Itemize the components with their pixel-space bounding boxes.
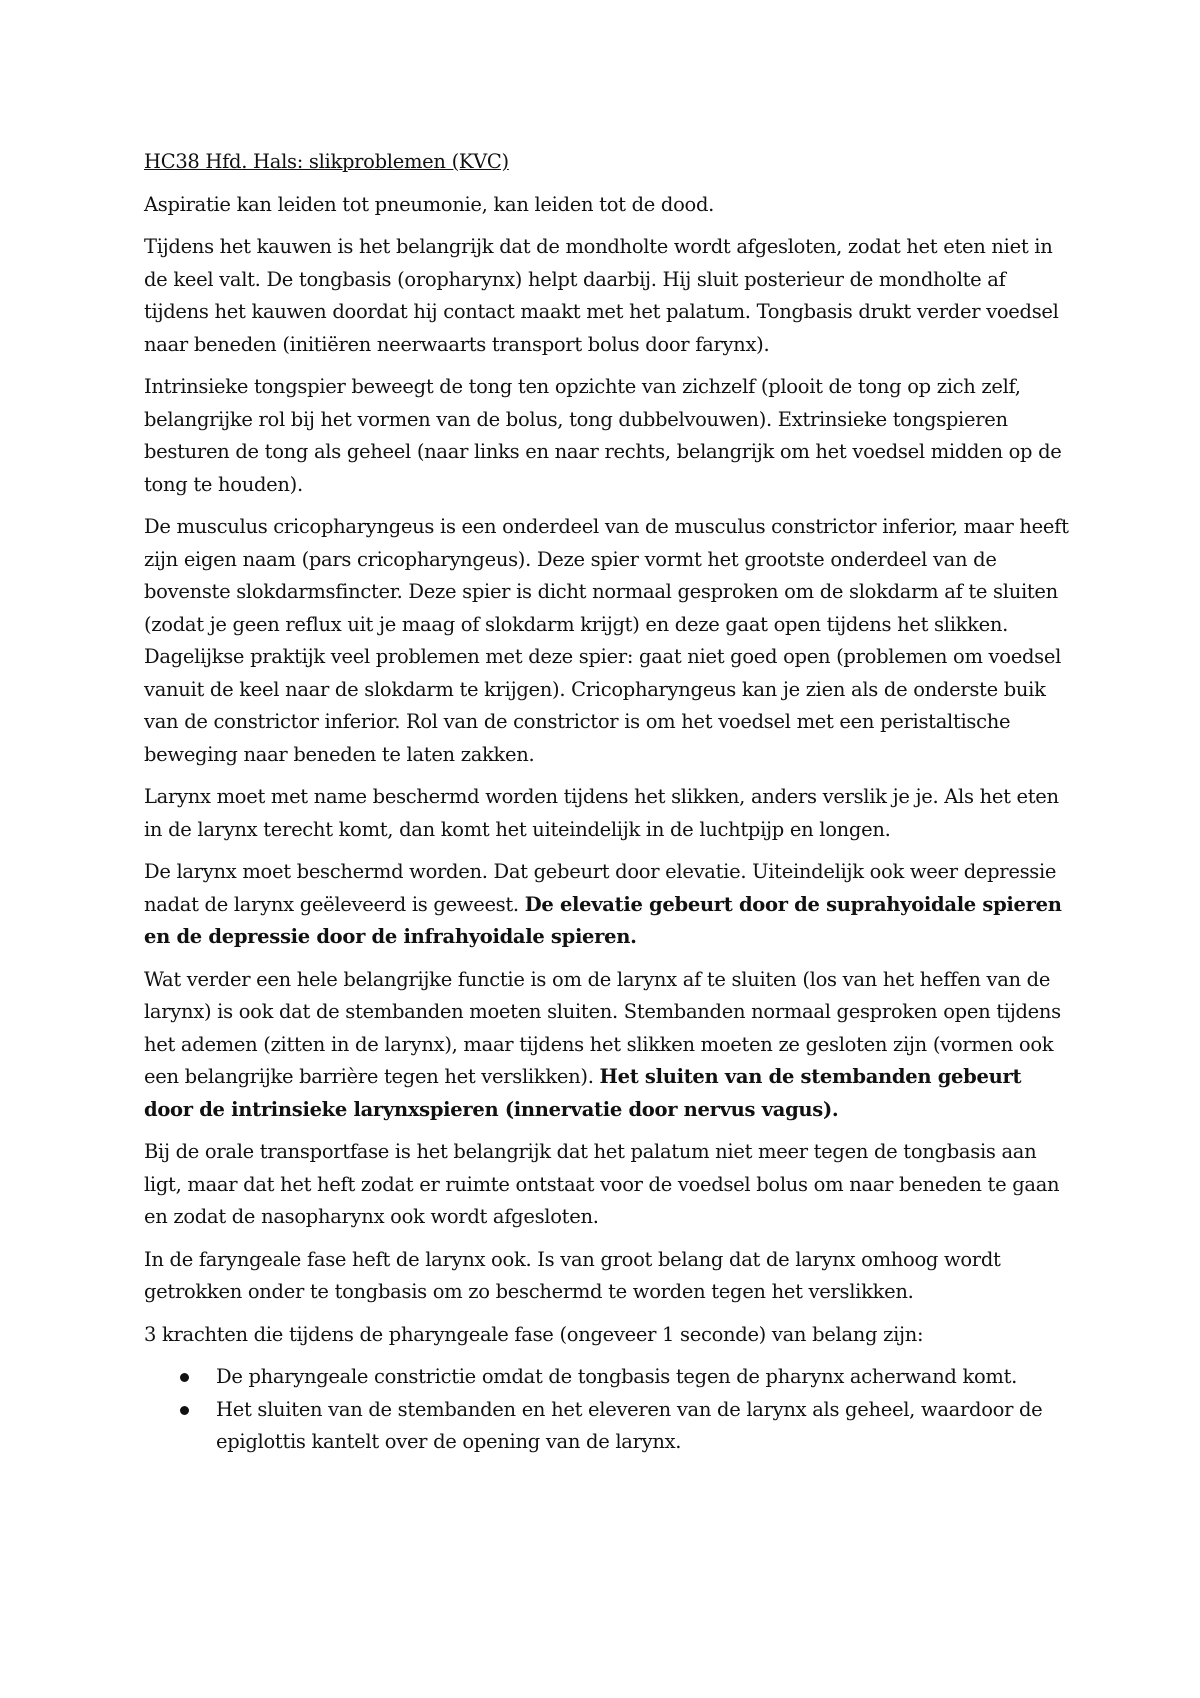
paragraph-orale-transportfase: Bij de orale transportfase is het belangrijk dat het palatum niet meer tegen de tongbasis aan ligt, maar dat het heft zodat er ruimte ontstaat voor de voedsel bolus om naar beneden te gaan en zodat de nasopharynx ook wordt afgesloten. — [144, 1140, 1060, 1228]
document-body — [144, 146, 1074, 1459]
paragraph-larynx-bescherming: Larynx moet met name beschermd worden tijdens het slikken, anders verslik je je. Als het eten in de larynx terecht komt, dan komt het uiteindelijk in de luchtpijp en longen. — [144, 785, 1059, 841]
paragraph-elevatie-text: De larynx moet beschermd worden. Dat gebeurt door elevatie. Uiteindelijk ook weer depressie nadat de larynx geëleveerd is geweest. — [144, 860, 1057, 916]
paragraph-kauwen: Tijdens het kauwen is het belangrijk dat de mondholte wordt afgesloten, zodat het eten niet in de keel valt. De tongbasis (oropharynx) helpt daarbij. Hij sluit posterieur de mondholte af tijdens het kauwen doordat hij contact maakt met het palatum. Tongbasis drukt verder voedsel naar beneden (initiëren neerwaarts transport bolus door farynx). — [144, 235, 1059, 356]
paragraph-elevatie — [144, 856, 1074, 954]
bullet-icon — [180, 1373, 189, 1382]
paragraph-stembanden-text: Wat verder een hele belangrijke functie is om de larynx af te sluiten (los van het heffen van de larynx) is ook dat de stembanden moeten sluiten. Stembanden normaal gesproken open tijdens het ademen (zitten in de larynx), maar tijdens het slikken moeten ze gesloten zijn (vormen ook een belangrijke barrière tegen het verslikken). — [144, 967, 1061, 1088]
bullet-icon — [180, 1406, 189, 1415]
paragraph-faryngeale-fase: In de faryngeale fase heft de larynx ook. Is van groot belang dat de larynx omhoog wordt getrokken onder te tongbasis om zo beschermd te worden tegen het verslikken. — [144, 1247, 1001, 1303]
paragraph-stembanden-bold: Het sluiten van de stembanden gebeurt door de intrinsieke larynxspieren (innervatie door nervus vagus). — [144, 1065, 1022, 1121]
paragraph-tongspieren: Intrinsieke tongspier beweegt de tong ten opzichte van zichzelf (plooit de tong op zich zelf, belangrijke rol bij het vormen van de bolus, tong dubbelvouwen). Extrinsieke tongspieren besturen de tong als geheel (naar links en naar rechts, belangrijk om het voedsel midden op de tong te houden). — [144, 375, 1062, 496]
paragraph-stembanden — [144, 964, 1074, 1127]
document-title: HC38 Hfd. Hals: slikproblemen (KVC) — [144, 150, 509, 173]
list-item-text: Het sluiten van de stembanden en het eleveren van de larynx als geheel, waardoor de epiglottis kantelt over de opening van de larynx. — [216, 1397, 1043, 1453]
bullet-list — [144, 1361, 1074, 1459]
list-item-text: De pharyngeale constrictie omdat de tongbasis tegen de pharynx acherwand komt. — [216, 1365, 1018, 1388]
paragraph-elevatie-bold: De elevatie gebeurt door de suprahyoidale spieren en de depressie door de infrahyoidale spieren. — [144, 892, 1062, 948]
list-item — [144, 1394, 1074, 1459]
list-item — [144, 1361, 1074, 1394]
paragraph-cricopharyngeus: De musculus cricopharyngeus is een onderdeel van de musculus constrictor inferior, maar heeft zijn eigen naam (pars cricopharyngeus). Deze spier vormt het grootste onderdeel van de bovenste slokdarmsfincter. Deze spier is dicht normaal gesproken om de slokdarm af te sluiten (zodat je geen reflux uit je maag of slokdarm krijgt) en deze gaat open tijdens het slikken. Dagelijkse praktijk veel problemen met deze spier: gaat niet goed open (problemen om voedsel vanuit de keel naar de slokdarm te krijgen). Cricopharyngeus kan je zien als de onderste buik van de constrictor inferior. Rol van de constrictor is om het voedsel met een peristaltische beweging naar beneden te laten zakken. — [144, 515, 1069, 766]
paragraph-krachten: 3 krachten die tijdens de pharyngeale fase (ongeveer 1 seconde) van belang zijn: — [144, 1322, 924, 1346]
paragraph-aspiratie: Aspiratie kan leiden tot pneumonie, kan leiden tot de dood. — [144, 192, 715, 216]
